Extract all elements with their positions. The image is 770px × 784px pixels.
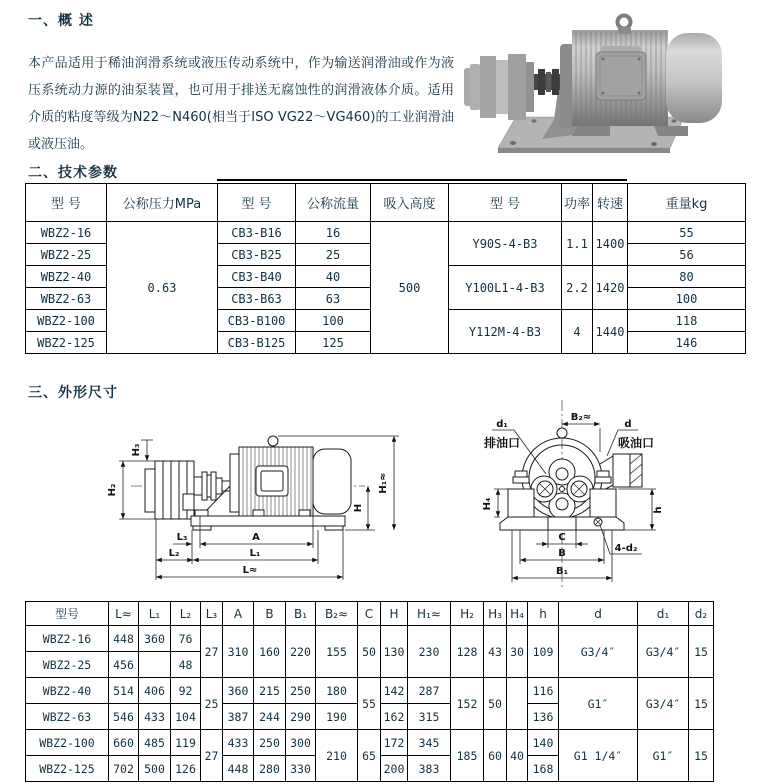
cell: 30	[507, 626, 528, 678]
terminal-box	[596, 46, 646, 100]
cell: 130	[381, 626, 408, 678]
section-tech-title: 二、技术参数	[28, 165, 118, 181]
cell: 40	[296, 266, 371, 288]
cell: 126	[171, 756, 201, 782]
foot-right	[590, 489, 616, 517]
col-header: H₃	[484, 602, 507, 626]
cell	[507, 678, 528, 730]
cell: 116	[528, 678, 559, 704]
col-header: B₁	[286, 602, 316, 626]
cell: 155	[316, 626, 358, 678]
cell: 448	[109, 626, 139, 652]
cell: 40	[507, 730, 528, 782]
col-header: 型号	[26, 602, 109, 626]
table-row	[26, 626, 714, 652]
cell: 63	[296, 288, 371, 310]
table-row	[26, 678, 714, 704]
cell: 702	[109, 756, 139, 782]
cell: G1 1/4″	[559, 730, 638, 782]
pump-body	[464, 54, 534, 120]
table-top-rule	[447, 179, 627, 181]
table-header-row	[26, 184, 746, 222]
cell: 27	[201, 626, 223, 678]
foot-left	[508, 489, 534, 517]
cell: Y90S-4-B3	[449, 222, 562, 266]
cell: WBZ2-40	[26, 678, 109, 704]
cell: 146	[628, 332, 746, 354]
table-top-rule	[217, 179, 447, 181]
dim-label-h3: H₃	[131, 443, 142, 457]
cell: 25	[201, 678, 223, 730]
cell: 1420	[593, 266, 628, 310]
cell: 2.2	[562, 266, 593, 310]
col-header: B₂≈	[316, 602, 358, 626]
cell: 104	[171, 704, 201, 730]
cell: 660	[109, 730, 139, 756]
dim-label-l1: L₁	[249, 548, 261, 559]
cell: 50	[358, 626, 381, 678]
col-header: H₁≈	[408, 602, 451, 626]
cell: G1″	[638, 730, 689, 782]
cell: WBZ2-40	[26, 266, 107, 288]
col-header: 型 号	[26, 184, 107, 222]
cell: 180	[316, 678, 358, 704]
cell: 310	[223, 626, 254, 678]
table-row	[26, 730, 714, 756]
cell: 200	[381, 756, 408, 782]
cell: 152	[451, 678, 484, 730]
dim-label-b2: B₂≈	[570, 412, 592, 423]
cell: WBZ2-125	[26, 756, 109, 782]
cell: CB3-B40	[218, 266, 296, 288]
dim-label-c: C	[558, 532, 566, 543]
cell: 27	[201, 730, 223, 782]
cell: 168	[528, 756, 559, 782]
cell: 280	[254, 756, 286, 782]
section-dimensions-title: 三、外形尺寸	[28, 385, 118, 401]
cell: 290	[286, 704, 316, 730]
cell: G3/4″	[638, 678, 689, 730]
cell: WBZ2-25	[26, 652, 109, 678]
cell: 360	[139, 626, 171, 652]
col-header: 功率	[562, 184, 593, 222]
suction-flange	[613, 454, 630, 487]
cell: 210	[316, 730, 358, 782]
cell: WBZ2-63	[26, 288, 107, 310]
cell: 433	[223, 730, 254, 756]
cell: 16	[296, 222, 371, 244]
cell: CB3-B63	[218, 288, 296, 310]
cell: WBZ2-100	[26, 730, 109, 756]
cell: Y100L1-4-B3	[449, 266, 562, 310]
cell: 1440	[593, 310, 628, 354]
col-header: d₁	[638, 602, 689, 626]
col-header: 型 号	[218, 184, 296, 222]
front-view-drawing	[450, 392, 695, 607]
dim-label-b: B	[558, 548, 566, 559]
cell: CB3-B25	[218, 244, 296, 266]
cell: 162	[381, 704, 408, 730]
cell: WBZ2-16	[26, 222, 107, 244]
cell: 1.1	[562, 222, 593, 266]
coupling-shaft	[534, 69, 560, 95]
lifting-eye	[618, 16, 632, 35]
cell: 360	[223, 678, 254, 704]
cell: CB3-B125	[218, 332, 296, 354]
dim-label-h: H	[353, 503, 364, 513]
section-overview-title: 一、概 述	[28, 13, 94, 29]
cell: 433	[139, 704, 171, 730]
cell: 300	[286, 730, 316, 756]
cell: Y112M-4-B3	[449, 310, 562, 354]
col-header: 重量kg	[628, 184, 746, 222]
cell: 15	[689, 626, 714, 678]
cell: 25	[296, 244, 371, 266]
cell: 65	[358, 730, 381, 782]
col-header: A	[223, 602, 254, 626]
cell: 330	[286, 756, 316, 782]
outlet-label: 排油口	[483, 436, 521, 450]
dimensions-table	[25, 601, 714, 782]
cell: WBZ2-100	[26, 310, 107, 332]
cell: G3/4″	[638, 626, 689, 678]
base-plate	[191, 516, 345, 526]
cell: 100	[296, 310, 371, 332]
col-header: C	[358, 602, 381, 626]
cell: 448	[223, 756, 254, 782]
overview-paragraph: 本产品适用于稀油润滑系统或液压传动系统中，作为输送润滑油或作为液压系统动力源的油泵装置，也可用于排送无腐蚀性的润滑液体介质。适用介质的粘度等级为N22～N460(相当于ISO VG22～VG460)的工业润滑油或液压油。	[28, 56, 454, 152]
cell: 119	[171, 730, 201, 756]
cell: 142	[381, 678, 408, 704]
col-header: h	[528, 602, 559, 626]
cell: 100	[628, 288, 746, 310]
cell: 215	[254, 678, 286, 704]
cell: 485	[139, 730, 171, 756]
cell: CB3-B16	[218, 222, 296, 244]
cell: 172	[381, 730, 408, 756]
cell: 185	[451, 730, 484, 782]
port-top	[556, 468, 568, 480]
cell: WBZ2-63	[26, 704, 109, 730]
cell: 48	[171, 652, 201, 678]
cell: 55	[358, 678, 381, 730]
cell: 456	[109, 652, 139, 678]
table-header-row	[26, 602, 714, 626]
base-plate	[500, 517, 624, 530]
dim-label-h4: H₄	[482, 497, 493, 511]
product-photo	[456, 2, 768, 158]
dim-label-h2: H₂	[107, 483, 118, 497]
cell: G3/4″	[559, 626, 638, 678]
cell: 514	[109, 678, 139, 704]
cell: 387	[223, 704, 254, 730]
cell: 15	[689, 730, 714, 782]
col-header: 公称压力MPa	[107, 184, 218, 222]
cell: 15	[689, 678, 714, 730]
cell: 136	[528, 704, 559, 730]
cell: 55	[628, 222, 746, 244]
col-header: 型 号	[449, 184, 562, 222]
cell: 190	[316, 704, 358, 730]
col-header: L₂	[171, 602, 201, 626]
cell: 500	[139, 756, 171, 782]
col-header: d	[559, 602, 638, 626]
dim-label-b1: B₁	[555, 566, 569, 577]
cell: G1″	[559, 678, 638, 730]
cell: WBZ2-125	[26, 332, 107, 354]
col-header: L₃	[201, 602, 223, 626]
cell: 250	[254, 730, 286, 756]
cell: 109	[528, 626, 559, 678]
technical-parameters-table	[25, 183, 746, 354]
cell: 230	[408, 626, 451, 678]
dim-label-d: d	[624, 419, 632, 430]
cell: WBZ2-16	[26, 626, 109, 652]
dim-label-l2: L₂	[168, 548, 180, 559]
col-header: B	[254, 602, 286, 626]
port-bottom	[556, 498, 568, 510]
pump-motor-outline	[145, 436, 351, 530]
cell: 220	[286, 626, 316, 678]
cell: 56	[628, 244, 746, 266]
cell: 345	[408, 730, 451, 756]
col-header: H₂	[451, 602, 484, 626]
cell: 406	[139, 678, 171, 704]
cell: 0.63	[107, 222, 218, 354]
table-row	[26, 222, 746, 244]
cell: 60	[484, 730, 507, 782]
col-header: L₁	[139, 602, 171, 626]
col-header: 公称流量	[296, 184, 371, 222]
cell: 43	[484, 626, 507, 678]
col-header: H	[381, 602, 408, 626]
cell: 315	[408, 704, 451, 730]
col-header: d₂	[689, 602, 714, 626]
col-header: 吸入高度	[371, 184, 449, 222]
cell: 80	[628, 266, 746, 288]
cell: 128	[451, 626, 484, 678]
cell: 287	[408, 678, 451, 704]
cell: 125	[296, 332, 371, 354]
cell: 50	[484, 678, 507, 730]
dim-label-4d2: 4-d₂	[614, 543, 638, 554]
cell: 1400	[593, 222, 628, 266]
cell: WBZ2-25	[26, 244, 107, 266]
cell: 118	[628, 310, 746, 332]
cell: CB3-B100	[218, 310, 296, 332]
cell: 546	[109, 704, 139, 730]
cell: 160	[254, 626, 286, 678]
cell: 140	[528, 730, 559, 756]
cell: 4	[562, 310, 593, 354]
dim-label-h1: H₁≈	[378, 472, 389, 494]
dim-label-d1: d₁	[496, 419, 508, 430]
col-header: H₄	[507, 602, 528, 626]
col-header: 转速	[593, 184, 628, 222]
cell: 92	[171, 678, 201, 704]
dim-label-l3: L₃	[176, 532, 188, 543]
cell: 76	[171, 626, 201, 652]
dim-label-l: L≈	[242, 565, 258, 576]
side-view-drawing	[103, 402, 443, 597]
cell	[139, 652, 171, 678]
cell: 250	[286, 678, 316, 704]
dim-label-a: A	[252, 532, 260, 543]
lifting-eye	[557, 428, 567, 438]
cell: 244	[254, 704, 286, 730]
cell: 383	[408, 756, 451, 782]
inlet-label: 吸油口	[617, 436, 655, 450]
col-header: L≈	[109, 602, 139, 626]
cell: 500	[371, 222, 449, 354]
lifting-eye	[268, 436, 278, 446]
dim-label-h: h	[653, 506, 664, 514]
